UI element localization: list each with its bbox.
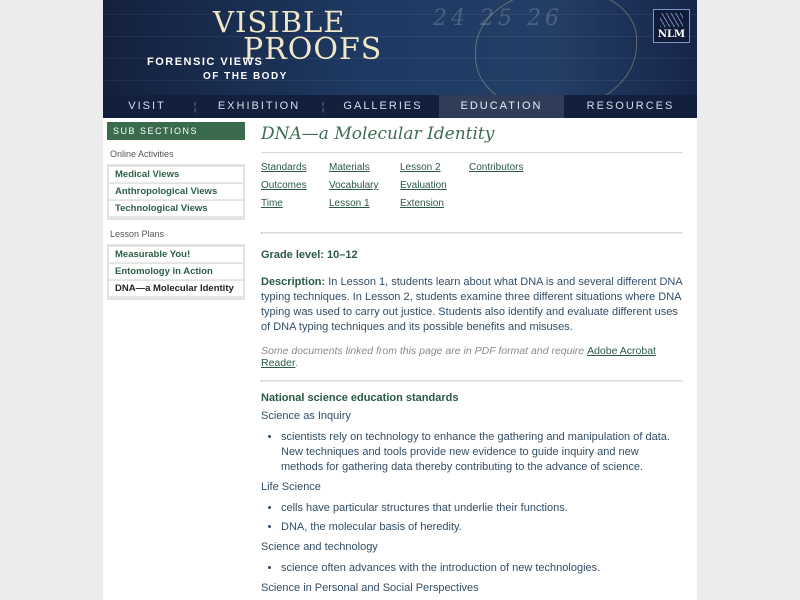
nav-separator: ¦	[321, 100, 325, 113]
sidebar-item-medical-views[interactable]: Medical Views	[109, 167, 243, 183]
link-lesson-1[interactable]: Lesson 1	[329, 198, 370, 209]
subhead-life-science: Life Science	[261, 481, 321, 493]
subhead-science-personal-social: Science in Personal and Social Perspectives	[261, 582, 479, 594]
lesson-plans-title: Lesson Plans	[110, 229, 165, 239]
link-time[interactable]: Time	[261, 198, 283, 209]
nav-visit[interactable]: VISIT	[128, 100, 166, 112]
sidebar-item-entomology-in-action[interactable]: Entomology in Action	[109, 264, 243, 280]
adobe-reader-link[interactable]: Adobe Acrobat Reader	[261, 345, 656, 369]
page	[103, 0, 697, 600]
nav-separator: ¦	[193, 100, 197, 113]
subhead-science-and-technology: Science and technology	[261, 541, 378, 553]
pdf-note-end: .	[295, 357, 299, 369]
grade-level: Grade level: 10–12	[261, 249, 358, 261]
list-item: • science often advances with the introduction of new technologies.	[281, 561, 683, 576]
main-nav	[103, 95, 697, 118]
link-evaluation[interactable]: Evaluation	[400, 180, 447, 191]
list-item: • scientists rely on technology to enhance the gathering and manipulation of data. New techniques and tools provide new evidence to guide inquiry and new methods for gathering data thereby contributing to the advance of science.	[281, 430, 683, 475]
online-activities-list	[107, 164, 245, 220]
description-label: Description:	[261, 276, 326, 288]
link-standards[interactable]: Standards	[261, 162, 307, 173]
section-links	[261, 162, 683, 232]
bullet-list	[261, 501, 683, 535]
link-materials[interactable]: Materials	[329, 162, 370, 173]
online-activities-title: Online Activities	[110, 149, 174, 159]
standards-title: National science education standards	[261, 392, 459, 404]
link-vocabulary[interactable]: Vocabulary	[329, 180, 379, 191]
sidebar-item-dna-molecular-identity[interactable]: DNA—a Molecular Identity	[109, 281, 243, 297]
main-content	[261, 124, 683, 594]
bullet-list	[261, 430, 683, 475]
link-lesson-2[interactable]: Lesson 2	[400, 162, 441, 173]
pdf-note-text: Some documents linked from this page are in PDF format and require	[261, 345, 588, 357]
link-outcomes[interactable]: Outcomes	[261, 180, 307, 191]
nav-galleries[interactable]: GALLERIES	[343, 100, 423, 112]
banner-title-visible[interactable]: VISIBLE	[213, 5, 346, 39]
description	[261, 275, 683, 335]
section-divider	[261, 232, 683, 234]
nav-resources[interactable]: RESOURCES	[586, 100, 675, 112]
sidebar-item-anthropological-views[interactable]: Anthropological Views	[109, 184, 243, 200]
sub-sections-header: SUB SECTIONS	[107, 122, 245, 140]
link-extension[interactable]: Extension	[400, 198, 444, 209]
banner-title-proofs[interactable]: PROOFS	[243, 32, 383, 67]
sidebar	[107, 122, 245, 300]
link-contributors[interactable]: Contributors	[469, 162, 524, 173]
sidebar-item-technological-views[interactable]: Technological Views	[109, 201, 243, 217]
subhead-science-as-inquiry: Science as Inquiry	[261, 410, 351, 422]
nlm-logo-rays-icon	[660, 13, 683, 27]
nav-exhibition[interactable]: EXHIBITION	[217, 100, 301, 112]
page-title: DNA—a Molecular Identity	[261, 124, 683, 153]
sidebar-item-measurable-you[interactable]: Measurable You!	[109, 247, 243, 263]
list-item: • cells have particular structures that underlie their functions.	[281, 501, 683, 516]
banner-numbers-decor: 24 25 26	[433, 6, 563, 31]
description-text: In Lesson 1, students learn about what DNA is and several different DNA typing techniques. In Lesson 2, students examine three different situations where DNA typing was used to carry out justice. Students also identify and evaluate different uses of DNA typing techniques and its possible benefits and misuses.	[261, 276, 683, 333]
nav-education[interactable]: EDUCATION	[439, 95, 564, 118]
bullet-list	[261, 561, 683, 576]
pdf-note	[261, 345, 683, 369]
section-divider	[261, 380, 683, 382]
nlm-logo-text: NLM	[657, 29, 686, 40]
banner	[103, 0, 697, 95]
banner-subtitle-line1: FORENSIC VIEWS	[147, 56, 264, 68]
list-item: • DNA, the molecular basis of heredity.	[281, 520, 683, 535]
nlm-logo[interactable]	[653, 9, 690, 43]
lesson-plans-list	[107, 244, 245, 300]
banner-subtitle-line2: OF THE BODY	[203, 71, 288, 82]
